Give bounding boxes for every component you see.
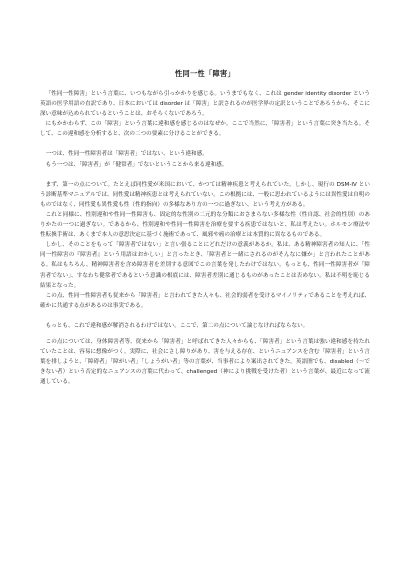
paragraph: もう一つは、「障害者」が「健常者」でないということから来る違和感。 [45,161,228,168]
document-title: 性同一性「障害」 [175,69,235,78]
paragraph: これと同様に、性別違和や性同一性障害も、固定的な性別の二元的な分類におさまらない多様な性（性自認、社会的性別）のありかたの一つに過ぎない。であるから、性別違和や性同一性障害を治療を要する疾患ではないと、私は考えたい。ホルモン療法や性転換手術は、あくまで本人の意思決定に基づく施術であって、風邪や癌の治療とは本質的に異なるものである。 [40,211,370,239]
paragraph: 「性同一性障害」という言葉に、いつもながら引っかかりを感じる。いうまでもなく、これは gender identity disorder という英語の医学用語の直訳であり、日本においては disorder は「障害」と訳されるのが医学界の定訳ということであろうから、そこに深い意味が込められているということは、おそらくないであろう。 [40,91,370,118]
paragraph: もっとも、これで違和感が解消されるわけではない。ここで、第二の点について論じなければならない。 [45,322,309,329]
paragraph: この点、性同一性障害者も従来から「障害者」と言われてきた人々も、社会的弱者を受けるマイノリティであることを考えれば、確かに共通する点があるのは事実である。 [40,292,370,309]
paragraph: この点については、身体障害者等、従来から「障害者」と呼ばれてきた人々からも、「障害者」という言葉は強い違和感を持たれていたことは、容易に想像がつく。実際に、社会にさし障りがあり、害を与える存在、というニュアンスを含む「障害者」という言葉を排しようと、「障碍者」「障がい者」「しょうがい者」等の言葉が、当事者により案出されてきた。英語圏でも、disabled（〜できない者）という否定的なニュアンスの言葉に代わって、challenged（神により挑戦を受けた者）という言葉が、最近になって流通している。 [40,338,370,386]
paragraph: にもかかわらず、この「障害」という言葉に違和感を感じるのはなぜか。ここで当然に、「障害者」という言葉に突き当たる。そして、この違和感を分析すると、次の二つの要素に分けることができる。 [40,121,370,138]
paragraph: まず、第一の点について。たとえば同性愛が米国において、かつては精神疾患と考えられていた。しかし、現行の DSM-IV という診断基準マニュアルでは、同性愛は精神疾患とは考えられていない。この根拠には、一般に思われているようには異性愛は自明のものではなく、同性愛も異性愛も性（性的指向）の多様なあり方の一つに過ぎない、という考え方がある。 [40,181,370,208]
paragraph: しかし、そのことをもって「障害者ではない」と言い張ることにどれだけの意義があるか。私は、ある精神障害者の知人に、「性同一性障害の『障害者』という用語はおかしい」と言ったとき、「障害者と一緒にされるのがそんなに嫌か」と言われたことがある。私はもちろん、精神障害者を含め障害者を差別する意図でこの言葉を発したわけではない。もっとも、性同一性障害者が「障害者でない」、すなわち健常者であるという意識の根底には、障害者差別に通じるものがあったことは否めない。私は不明を恥じる結果となった。 [40,242,370,289]
paragraph: 一つは、性同一性障害者は「障害者」ではない、という違和感。 [45,151,208,158]
